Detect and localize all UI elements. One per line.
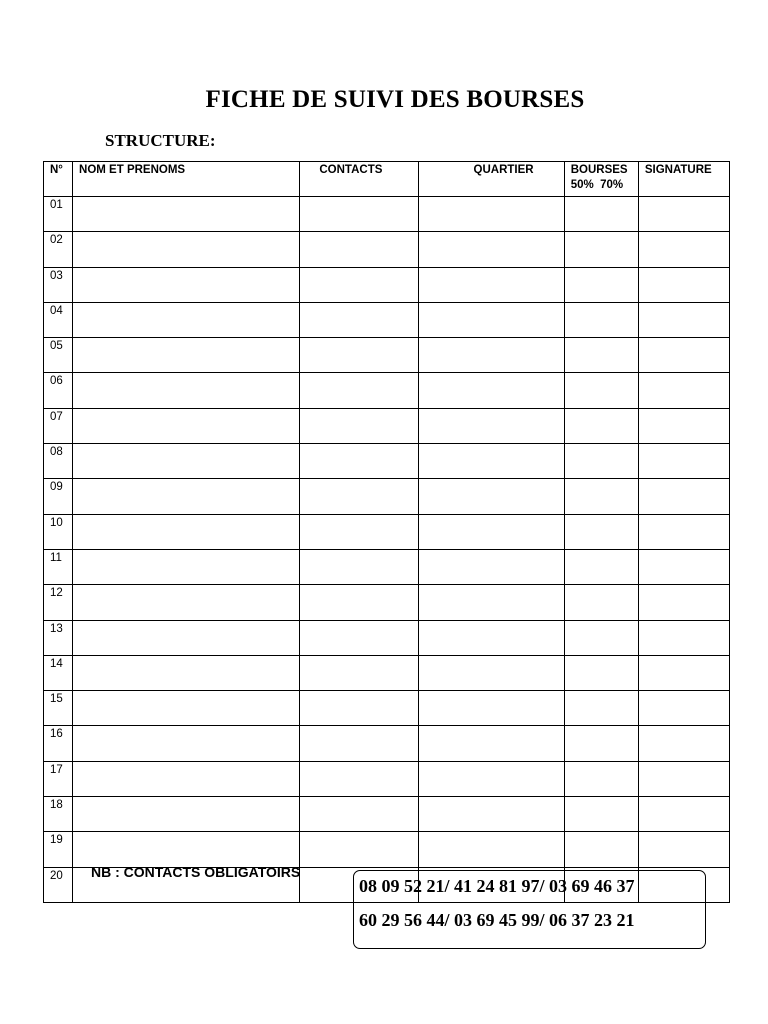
signature-cell[interactable] xyxy=(638,267,729,302)
contacts-cell[interactable] xyxy=(300,514,418,549)
district-cell[interactable] xyxy=(418,267,564,302)
contacts-cell[interactable] xyxy=(300,479,418,514)
row-number: 07 xyxy=(44,408,73,443)
district-cell[interactable] xyxy=(418,585,564,620)
table-row xyxy=(44,797,730,832)
bourses-cell[interactable] xyxy=(564,691,638,726)
contacts-cell[interactable] xyxy=(300,691,418,726)
row-number: 04 xyxy=(44,302,73,337)
table-row xyxy=(44,726,730,761)
bourses-cell[interactable] xyxy=(564,232,638,267)
contacts-cell[interactable] xyxy=(300,444,418,479)
name-cell[interactable] xyxy=(73,620,300,655)
signature-cell[interactable] xyxy=(638,761,729,796)
row-number: 16 xyxy=(44,726,73,761)
district-cell[interactable] xyxy=(418,797,564,832)
district-cell[interactable] xyxy=(418,549,564,584)
header-signature: SIGNATURE xyxy=(638,162,729,197)
row-number: 15 xyxy=(44,691,73,726)
structure-label: STRUCTURE: xyxy=(105,131,216,150)
header-bourses xyxy=(564,162,638,197)
signature-cell[interactable] xyxy=(638,514,729,549)
district-cell[interactable] xyxy=(418,408,564,443)
contact-line-1: 08 09 52 21/ 41 24 81 97/ 03 69 46 37 xyxy=(359,876,635,896)
name-cell[interactable] xyxy=(73,691,300,726)
row-number: 11 xyxy=(44,549,73,584)
name-cell[interactable] xyxy=(73,408,300,443)
signature-cell[interactable] xyxy=(638,585,729,620)
signature-cell[interactable] xyxy=(638,302,729,337)
district-cell[interactable] xyxy=(418,691,564,726)
row-number: 03 xyxy=(44,267,73,302)
row-number: 12 xyxy=(44,585,73,620)
signature-cell[interactable] xyxy=(638,479,729,514)
row-number: 19 xyxy=(44,832,73,867)
name-cell[interactable] xyxy=(73,444,300,479)
table-body xyxy=(44,197,730,903)
header-contacts: CONTACTS xyxy=(300,162,418,197)
contacts-cell[interactable] xyxy=(300,338,418,373)
district-cell[interactable] xyxy=(418,726,564,761)
table-row xyxy=(44,444,730,479)
row-number: 10 xyxy=(44,514,73,549)
header-number: N° xyxy=(44,162,73,197)
row-number: 06 xyxy=(44,373,73,408)
district-cell[interactable] xyxy=(418,655,564,690)
table-row xyxy=(44,514,730,549)
signature-cell[interactable] xyxy=(638,197,729,232)
table-row xyxy=(44,338,730,373)
name-cell[interactable] xyxy=(73,726,300,761)
signature-cell[interactable] xyxy=(638,444,729,479)
table-row xyxy=(44,232,730,267)
name-cell[interactable] xyxy=(73,797,300,832)
table-row xyxy=(44,620,730,655)
bourses-cell[interactable] xyxy=(564,549,638,584)
bourses-cell[interactable] xyxy=(564,373,638,408)
table-row xyxy=(44,691,730,726)
bourses-cell[interactable] xyxy=(564,832,638,867)
district-cell[interactable] xyxy=(418,832,564,867)
name-cell[interactable] xyxy=(73,338,300,373)
contacts-cell[interactable] xyxy=(300,585,418,620)
table-row xyxy=(44,267,730,302)
table-row xyxy=(44,408,730,443)
contact-numbers-box xyxy=(353,870,706,949)
contacts-cell[interactable] xyxy=(300,832,418,867)
contacts-cell[interactable] xyxy=(300,761,418,796)
name-cell[interactable] xyxy=(73,514,300,549)
table-row xyxy=(44,373,730,408)
contacts-cell[interactable] xyxy=(300,373,418,408)
table-row xyxy=(44,479,730,514)
header-name: NOM ET PRENOMS xyxy=(73,162,300,197)
bourses-cell[interactable] xyxy=(564,797,638,832)
signature-cell[interactable] xyxy=(638,232,729,267)
row-number: 08 xyxy=(44,444,73,479)
row-number: 14 xyxy=(44,655,73,690)
signature-cell[interactable] xyxy=(638,338,729,373)
name-cell[interactable] xyxy=(73,655,300,690)
bourses-cell[interactable] xyxy=(564,197,638,232)
bourses-cell[interactable] xyxy=(564,514,638,549)
district-cell[interactable] xyxy=(418,761,564,796)
contacts-cell[interactable] xyxy=(300,267,418,302)
table-row xyxy=(44,655,730,690)
bourses-cell[interactable] xyxy=(564,302,638,337)
district-cell[interactable] xyxy=(418,197,564,232)
contacts-cell[interactable] xyxy=(300,408,418,443)
bourses-cell[interactable] xyxy=(564,585,638,620)
district-cell[interactable] xyxy=(418,373,564,408)
scholarship-table xyxy=(43,161,730,903)
footer-note: NB : CONTACTS OBLIGATOIRS xyxy=(91,864,301,880)
district-cell[interactable] xyxy=(418,620,564,655)
district-cell[interactable] xyxy=(418,232,564,267)
district-cell[interactable] xyxy=(418,479,564,514)
row-number: 05 xyxy=(44,338,73,373)
district-cell[interactable] xyxy=(418,444,564,479)
contacts-cell[interactable] xyxy=(300,302,418,337)
signature-cell[interactable] xyxy=(638,620,729,655)
table-header-row xyxy=(44,162,730,197)
name-cell[interactable] xyxy=(73,302,300,337)
contacts-cell[interactable] xyxy=(300,549,418,584)
contact-line-2: 60 29 56 44/ 03 69 45 99/ 06 37 23 21 xyxy=(359,910,635,930)
contacts-cell[interactable] xyxy=(300,655,418,690)
contacts-cell[interactable] xyxy=(300,620,418,655)
district-cell[interactable] xyxy=(418,338,564,373)
bourses-cell[interactable] xyxy=(564,620,638,655)
signature-cell[interactable] xyxy=(638,691,729,726)
name-cell[interactable] xyxy=(73,585,300,620)
bourses-cell[interactable] xyxy=(564,408,638,443)
signature-cell[interactable] xyxy=(638,373,729,408)
name-cell[interactable] xyxy=(73,267,300,302)
contacts-cell[interactable] xyxy=(300,726,418,761)
bourses-cell[interactable] xyxy=(564,267,638,302)
row-number: 02 xyxy=(44,232,73,267)
row-number: 13 xyxy=(44,620,73,655)
signature-cell[interactable] xyxy=(638,408,729,443)
table-row xyxy=(44,197,730,232)
row-number: 18 xyxy=(44,797,73,832)
bourses-cell[interactable] xyxy=(564,726,638,761)
table-row xyxy=(44,761,730,796)
name-cell[interactable] xyxy=(73,832,300,867)
contacts-cell[interactable] xyxy=(300,797,418,832)
header-district: QUARTIER xyxy=(418,162,564,197)
name-cell[interactable] xyxy=(73,197,300,232)
name-cell[interactable] xyxy=(73,549,300,584)
bourses-cell[interactable] xyxy=(564,338,638,373)
district-cell[interactable] xyxy=(418,302,564,337)
table-row xyxy=(44,302,730,337)
bourses-cell[interactable] xyxy=(564,479,638,514)
name-cell[interactable] xyxy=(73,232,300,267)
table-row xyxy=(44,832,730,867)
row-number: 20 xyxy=(44,867,73,902)
table-row xyxy=(44,549,730,584)
signature-cell[interactable] xyxy=(638,549,729,584)
bourses-cell[interactable] xyxy=(564,761,638,796)
name-cell[interactable] xyxy=(73,479,300,514)
contacts-cell[interactable] xyxy=(300,232,418,267)
signature-cell[interactable] xyxy=(638,726,729,761)
row-number: 01 xyxy=(44,197,73,232)
row-number: 09 xyxy=(44,479,73,514)
contacts-cell[interactable] xyxy=(300,197,418,232)
header-bourses-rates: 50% 70% xyxy=(570,179,624,191)
district-cell[interactable] xyxy=(418,514,564,549)
row-number: 17 xyxy=(44,761,73,796)
name-cell[interactable] xyxy=(73,761,300,796)
signature-cell[interactable] xyxy=(638,655,729,690)
signature-cell[interactable] xyxy=(638,832,729,867)
header-bourses-title: BOURSES xyxy=(570,164,628,176)
bourses-cell[interactable] xyxy=(564,655,638,690)
document-title: FICHE DE SUIVI DES BOURSES xyxy=(205,86,585,113)
name-cell[interactable] xyxy=(73,373,300,408)
table-row xyxy=(44,585,730,620)
signature-cell[interactable] xyxy=(638,797,729,832)
bourses-cell[interactable] xyxy=(564,444,638,479)
